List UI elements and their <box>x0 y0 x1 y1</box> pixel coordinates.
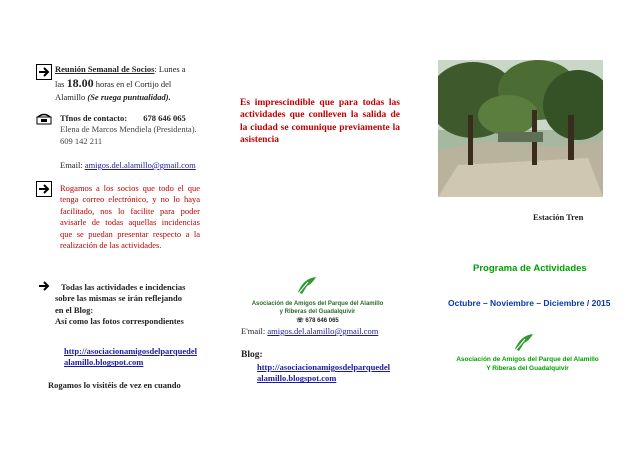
blog-note-l2: sobre las mismas se irán reflejando <box>55 293 182 304</box>
mid-blog-url-1[interactable]: http://asociacionamigosdelparquedel <box>257 362 391 372</box>
mid-blog-url-2[interactable]: alamillo.blogspot.com <box>257 373 337 384</box>
phone-icon <box>36 112 52 130</box>
assoc-mid-line2: y Riberas del Guadalquivir <box>279 309 356 316</box>
assoc-right-line2: Y Riberas del Guadalquivir <box>486 365 569 373</box>
meeting-info <box>55 64 210 103</box>
notice-text: Es imprescindible que para todas las actividades que conlleven la salida de la ciudad se comunique previamente la asistencia <box>240 98 400 146</box>
meeting-note: (Se ruega puntualidad). <box>87 91 171 102</box>
blog-note <box>55 282 220 328</box>
visit-note: Rogamos lo visitéis de vez en cuando <box>48 380 181 390</box>
meeting-place: Alamillo <box>55 91 86 102</box>
contact-email <box>60 160 196 171</box>
phone-icon: ☏ <box>296 317 306 324</box>
blog-url-1[interactable]: http://asociacionamigosdelparquedel <box>64 346 198 356</box>
contact-phone: 678 646 065 <box>143 113 186 123</box>
leaf-logo-icon <box>513 331 535 358</box>
meeting-pre: las <box>55 79 65 90</box>
meeting-title: Reunión Semanal de Socios <box>55 64 155 74</box>
assoc-name-mid <box>240 300 395 325</box>
assoc-name-right <box>445 355 610 374</box>
blog-note-l1: Todas las actividades e incidencias <box>61 282 186 292</box>
program-title: Programa de Actividades <box>473 263 587 274</box>
meeting-line1: : Lunes a <box>154 64 186 74</box>
contact-label: Tfnos de contacto: <box>60 113 128 123</box>
contact-person: Elena de Marcos Mendiela (Presidenta). <box>60 124 197 135</box>
email-request: Rogamos a los socios que todo el que tenga correo electrónico, y no lo haya facilitado, nos lo facilite para poder avisarle de todas aquellas incidencias que se puedan presentar respecto a la realización de las actividades. <box>60 183 200 251</box>
blog-url-2[interactable]: alamillo.blogspot.com <box>64 357 144 368</box>
mid-email-label: E'mail: <box>241 326 266 336</box>
contact-phone2: 609 142 211 <box>60 135 103 146</box>
arrow-right-icon <box>36 181 52 197</box>
program-period: Octubre – Noviembre – Diciembre / 2015 <box>448 298 611 308</box>
arrow-right-icon <box>36 64 52 80</box>
left-blog-link[interactable] <box>64 346 197 369</box>
mid-blog-link[interactable] <box>257 362 390 385</box>
meeting-post: horas en el Cortijo del <box>95 79 172 90</box>
photo-caption: Estación Tren <box>533 212 584 222</box>
mid-email-link[interactable]: amigos.del.alamillo@gmail.com <box>267 326 379 336</box>
email-label: Email: <box>60 160 83 170</box>
assoc-mid-line1: Asociación de Amigos del Parque del Alamillo <box>251 301 384 307</box>
mid-blog-label: Blog: <box>241 350 263 360</box>
leaf-logo-icon <box>296 274 318 301</box>
station-photo <box>438 60 603 197</box>
mid-email <box>241 326 378 337</box>
blog-note-l3: en el Blog: <box>55 304 94 315</box>
contact-block <box>60 113 220 147</box>
blog-note-l4: Así como las fotos correspondientes <box>55 316 184 327</box>
meeting-time: 18.00 <box>66 76 94 91</box>
email-link[interactable]: amigos.del.alamillo@gmail.com <box>84 160 196 170</box>
assoc-mid-phone: 678 646 065 <box>305 317 339 324</box>
arrow-right-icon <box>38 279 50 297</box>
assoc-right-line1: Asociación de Amigos del Parque del Alamillo <box>456 356 599 363</box>
